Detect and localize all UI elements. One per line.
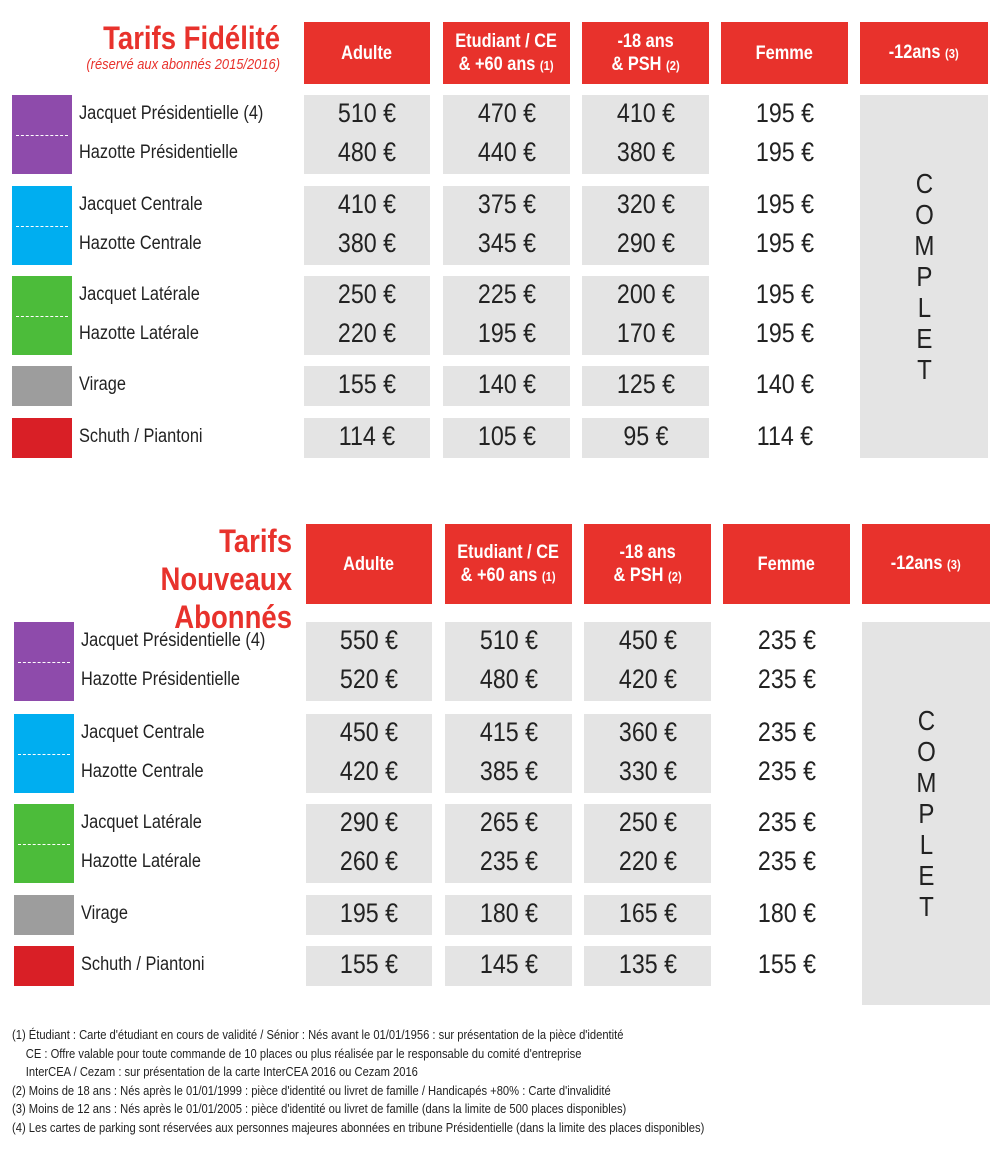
zone-label-hazotte-cent: Hazotte Centrale <box>81 761 204 783</box>
price-value: 550 € <box>339 624 399 655</box>
zone-swatch-virage <box>14 895 74 935</box>
header-moins-18: -18 ans & PSH (2) <box>584 524 711 604</box>
zone-label-hazotte-lat: Hazotte Latérale <box>79 323 199 345</box>
zone-label-virage: Virage <box>79 374 126 395</box>
price-value: 235 € <box>479 846 538 877</box>
price-value: 235 € <box>757 624 816 655</box>
price-value: 195 € <box>755 137 814 168</box>
price-value: 165 € <box>618 898 677 928</box>
price-value: 235 € <box>757 716 816 747</box>
header-femme: Femme <box>721 22 848 84</box>
zone-label-schuth: Schuth / Piantoni <box>81 954 205 975</box>
zone-label-jacquet-lat: Jacquet Latérale <box>81 811 202 833</box>
note-4: (4) Les cartes de parking sont réservées aux personnes majeures abonnées en tribune Présidentielle (dans la limite des places disponibles) <box>12 1119 705 1135</box>
header-moins-12: -12ans (3) <box>862 524 990 604</box>
zone-swatch-centrale <box>14 714 74 793</box>
header-etudiant: Etudiant / CE & +60 ans (1) <box>445 524 572 604</box>
zone-label-hazotte-lat: Hazotte Latérale <box>81 851 201 873</box>
price-value: 225 € <box>477 278 536 309</box>
zone-label-jacquet-cent: Jacquet Centrale <box>81 721 205 743</box>
price-value: 410 € <box>616 97 675 128</box>
price-value: 480 € <box>337 137 397 168</box>
price-value: 155 € <box>337 369 397 399</box>
price-value: 265 € <box>479 806 538 837</box>
zone-label-hazotte-cent: Hazotte Centrale <box>79 233 202 255</box>
fidelite-subtitle: (réservé aux abonnés 2015/2016) <box>86 56 280 73</box>
header-adulte: Adulte <box>306 524 432 604</box>
price-value: 140 € <box>477 369 536 399</box>
price-value: 320 € <box>616 188 675 219</box>
price-value: 155 € <box>757 949 816 979</box>
price-value: 510 € <box>337 97 397 128</box>
price-value: 95 € <box>622 421 669 451</box>
note-1: (1) Étudiant : Carte d'étudiant en cours de validité / Sénior : Nés avant le 01/01/1956 : sur présentation de la pièce d'identité <box>12 1027 624 1042</box>
zone-label-jacquet-pres: Jacquet Présidentielle (4) <box>81 629 266 651</box>
price-value: 195 € <box>755 318 814 349</box>
zone-swatch-schuth <box>12 418 72 458</box>
note-2: (2) Moins de 18 ans : Nés après le 01/01/1999 : pièce d'identité ou livret de famille / Handicapés +80% : Carte d'invalidité <box>12 1082 611 1098</box>
price-value: 235 € <box>757 756 816 787</box>
price-value: 235 € <box>757 806 816 837</box>
header-moins-18: -18 ans & PSH (2) <box>582 22 709 84</box>
zone-swatch-presidentielle <box>12 95 72 174</box>
price-value: 145 € <box>479 949 538 979</box>
price-value: 380 € <box>616 137 675 168</box>
price-value: 470 € <box>477 97 536 128</box>
price-value: 170 € <box>616 318 675 349</box>
zone-label-jacquet-cent: Jacquet Centrale <box>79 193 203 215</box>
price-value: 250 € <box>618 806 677 837</box>
price-value: 290 € <box>339 806 399 837</box>
price-value: 195 € <box>477 318 536 349</box>
price-value: 330 € <box>618 756 677 787</box>
price-value: 450 € <box>339 716 399 747</box>
price-value: 415 € <box>479 716 538 747</box>
zone-swatch-centrale <box>12 186 72 265</box>
price-value: 510 € <box>479 624 538 655</box>
fidelite-title: Tarifs Fidélité <box>103 20 280 56</box>
price-value: 235 € <box>757 664 816 695</box>
price-value: 250 € <box>337 278 397 309</box>
price-value: 180 € <box>757 898 816 928</box>
zone-swatch-virage <box>12 366 72 406</box>
price-value: 235 € <box>757 846 816 877</box>
price-value: 420 € <box>339 756 399 787</box>
zone-label-virage: Virage <box>81 903 128 924</box>
price-value: 114 € <box>756 421 813 451</box>
price-value: 195 € <box>755 278 814 309</box>
header-etudiant: Etudiant / CE & +60 ans (1) <box>443 22 570 84</box>
zone-swatch-schuth <box>14 946 74 986</box>
price-value: 200 € <box>616 278 675 309</box>
price-value: 420 € <box>618 664 677 695</box>
price-value: 380 € <box>337 228 397 259</box>
price-value: 345 € <box>477 228 536 259</box>
price-value: 360 € <box>618 716 677 747</box>
zone-swatch-laterale <box>12 276 72 355</box>
price-value: 375 € <box>477 188 536 219</box>
zone-label-jacquet-lat: Jacquet Latérale <box>79 283 200 305</box>
price-value: 290 € <box>616 228 675 259</box>
price-value: 155 € <box>339 949 399 979</box>
nouveaux-title-line2: Nouveaux Abonnés <box>160 561 292 635</box>
zone-label-hazotte-pres: Hazotte Présidentielle <box>81 669 240 691</box>
price-value: 220 € <box>618 846 677 877</box>
note-1-intercea: InterCEA / Cezam : sur présentation de la carte InterCEA 2016 ou Cezam 2016 <box>25 1064 418 1079</box>
price-value: 105 € <box>477 421 536 451</box>
price-value: 125 € <box>616 369 675 399</box>
price-value: 520 € <box>339 664 399 695</box>
price-value: 195 € <box>755 97 814 128</box>
price-value: 410 € <box>337 188 397 219</box>
price-value: 450 € <box>618 624 677 655</box>
zone-label-hazotte-pres: Hazotte Présidentielle <box>79 142 238 164</box>
price-value: 195 € <box>755 188 814 219</box>
footnotes <box>12 1026 992 1137</box>
price-value: 195 € <box>755 228 814 259</box>
header-adulte: Adulte <box>304 22 430 84</box>
price-value: 220 € <box>337 318 397 349</box>
header-femme: Femme <box>723 524 850 604</box>
price-value: 385 € <box>479 756 538 787</box>
nouveaux-title-block <box>10 522 292 636</box>
fidelite-title-block <box>20 20 280 74</box>
zone-swatch-laterale <box>14 804 74 883</box>
price-value: 135 € <box>618 949 677 979</box>
price-value: 260 € <box>339 846 399 877</box>
price-value: 480 € <box>479 664 538 695</box>
complet-block: COMPLET <box>862 622 990 1005</box>
price-value: 440 € <box>477 137 536 168</box>
price-value: 114 € <box>338 421 396 451</box>
price-value: 140 € <box>755 369 814 399</box>
nouveaux-title-line1: Tarifs <box>219 523 292 559</box>
zone-label-schuth: Schuth / Piantoni <box>79 426 203 447</box>
complet-block: COMPLET <box>860 95 988 458</box>
note-1-ce: CE : Offre valable pour toute commande de 10 places ou plus réalisée par le responsable du comité d'entreprise <box>25 1045 582 1061</box>
zone-swatch-presidentielle <box>14 622 74 701</box>
note-3: (3) Moins de 12 ans : Nés après le 01/01/2005 : pièce d'identité ou livret de famille (dans la limite de 500 places disponibles) <box>12 1101 627 1116</box>
price-value: 180 € <box>479 898 538 928</box>
price-value: 195 € <box>339 898 399 928</box>
header-moins-12: -12ans (3) <box>860 22 988 84</box>
zone-label-jacquet-pres: Jacquet Présidentielle (4) <box>79 102 264 124</box>
